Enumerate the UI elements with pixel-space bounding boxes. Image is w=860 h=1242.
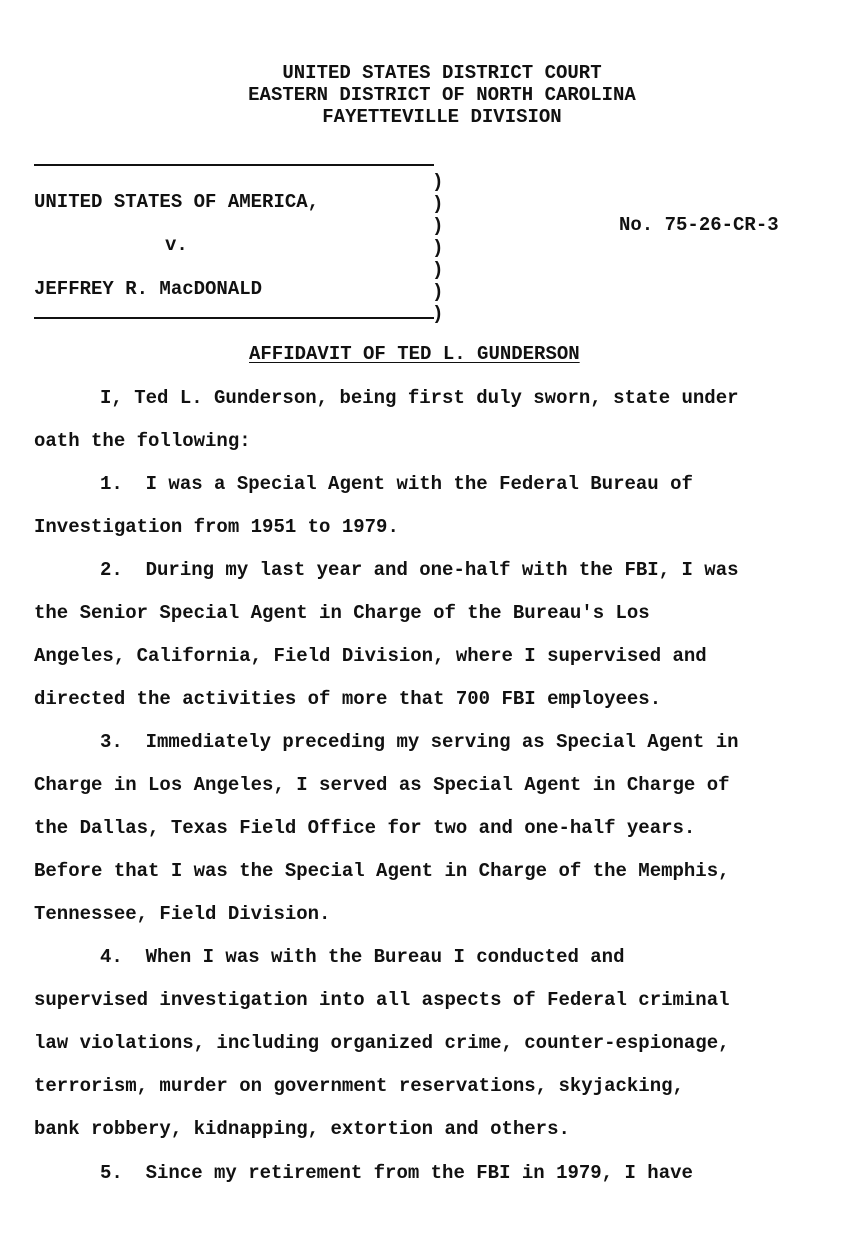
caption-top-rule [34,164,434,166]
caption-plaintiff: UNITED STATES OF AMERICA, [34,191,320,213]
case-number: No. 75-26-CR-3 [619,214,779,236]
affidavit-title: AFFIDAVIT OF TED L. GUNDERSON [249,343,580,365]
court-district: EASTERN DISTRICT OF NORTH CAROLINA [248,84,636,106]
body-line: 2. During my last year and one-half with the FBI, I was [100,559,739,581]
body-line: Angeles, California, Field Division, where I supervised and [34,645,707,667]
caption-bracket-6: ) [432,281,444,303]
body-line: I, Ted L. Gunderson, being first duly sworn, state under [100,387,739,409]
body-line: the Senior Special Agent in Charge of the Bureau's Los [34,602,650,624]
body-line: supervised investigation into all aspects of Federal criminal [34,989,730,1011]
caption-versus: v. [165,234,188,256]
court-division: FAYETTEVILLE DIVISION [322,106,562,128]
caption-bracket-5: ) [432,259,444,281]
caption-bracket-4: ) [432,237,444,259]
caption-defendant: JEFFREY R. MacDONALD [34,278,263,300]
body-line: directed the activities of more that 700 FBI employees. [34,688,662,710]
body-line: Charge in Los Angeles, I served as Special Agent in Charge of [34,774,730,796]
body-line: Before that I was the Special Agent in Charge of the Memphis, [34,860,730,882]
body-line: 5. Since my retirement from the FBI in 1979, I have [100,1162,693,1184]
body-line: Tennessee, Field Division. [34,903,331,925]
caption-bracket-2: ) [432,193,444,215]
caption-bottom-rule [34,317,434,319]
caption-bracket-1: ) [432,171,444,193]
body-line: oath the following: [34,430,251,452]
body-line: terrorism, murder on government reservations, skyjacking, [34,1075,684,1097]
caption-bracket-7: ) [432,303,444,325]
body-line: 4. When I was with the Bureau I conducted and [100,946,625,968]
body-line: law violations, including organized crime, counter-espionage, [34,1032,730,1054]
body-line: the Dallas, Texas Field Office for two and one-half years. [34,817,696,839]
caption-bracket-3: ) [432,215,444,237]
body-line: bank robbery, kidnapping, extortion and others. [34,1118,570,1140]
body-line: Investigation from 1951 to 1979. [34,516,399,538]
court-name: UNITED STATES DISTRICT COURT [282,62,602,84]
body-line: 1. I was a Special Agent with the Federal Bureau of [100,473,693,495]
body-line: 3. Immediately preceding my serving as Special Agent in [100,731,739,753]
